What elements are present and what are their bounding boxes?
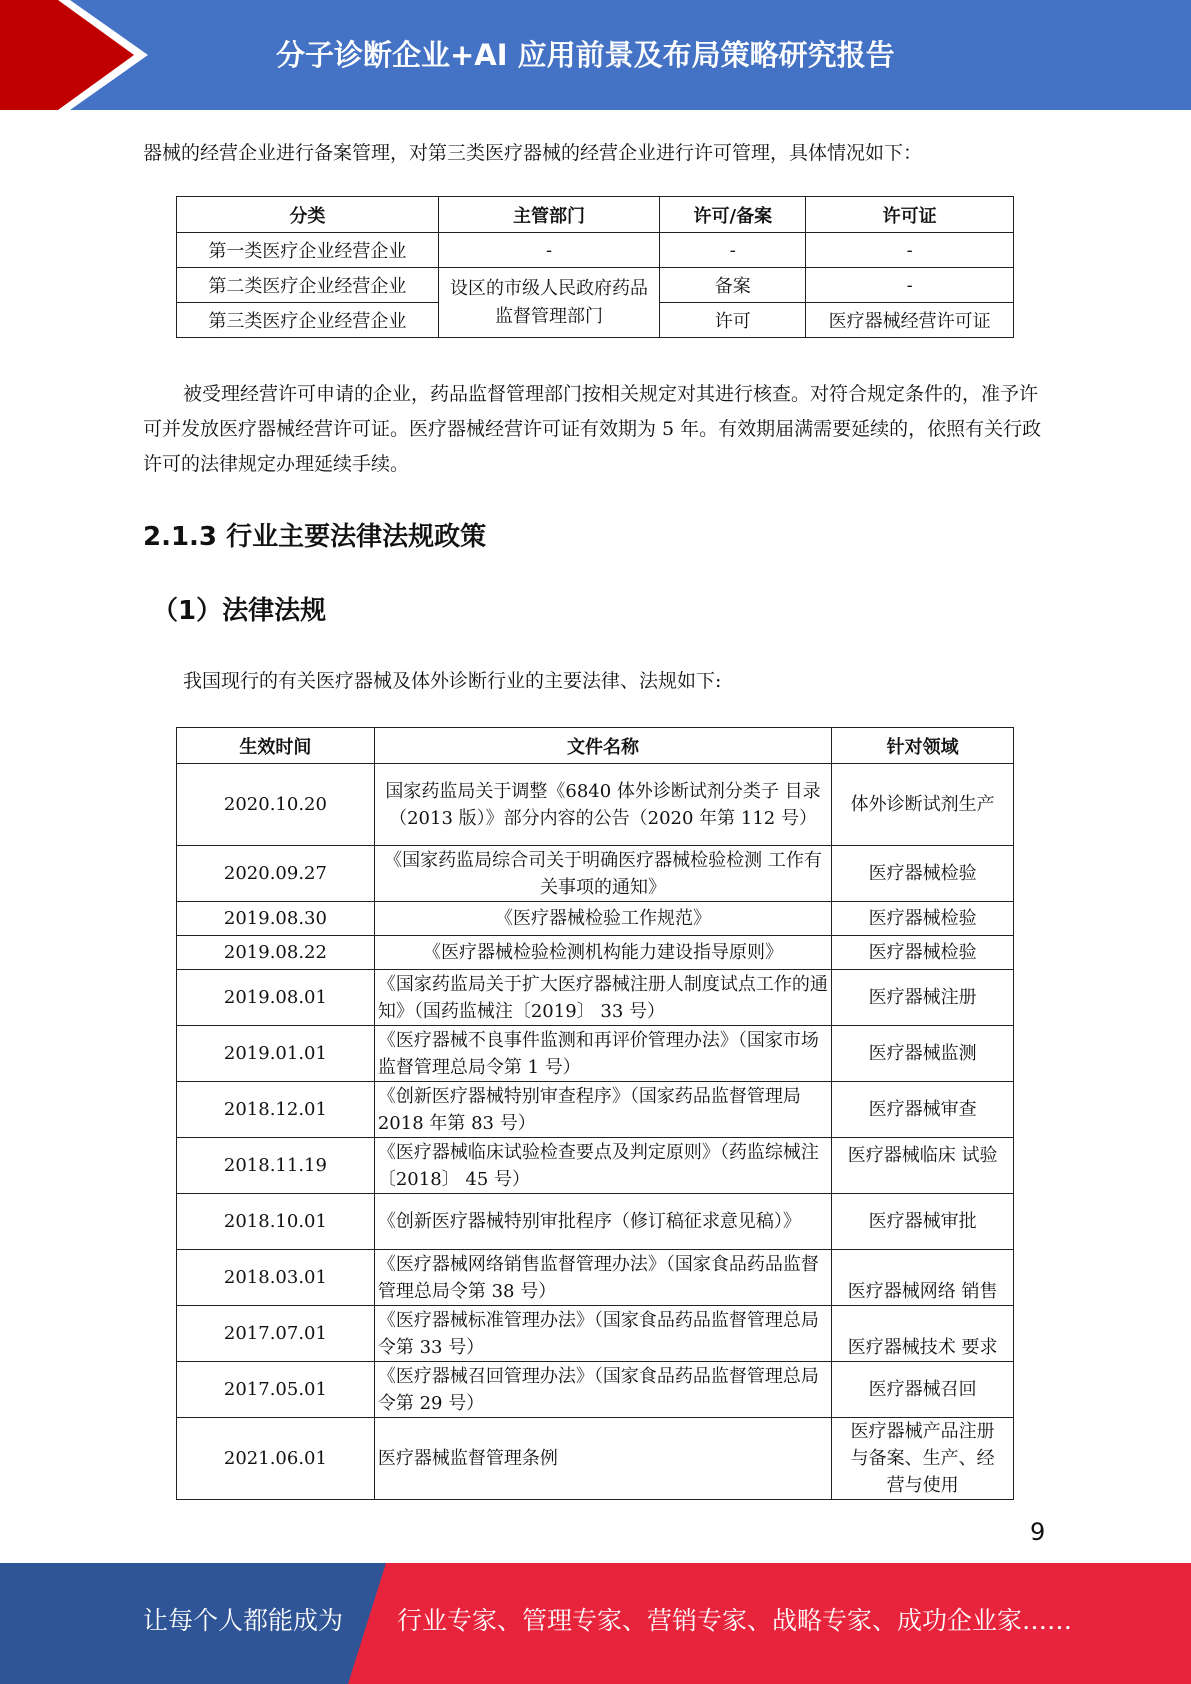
table-cell-date: 2019.08.30 [177,902,375,936]
table-cell: - [660,233,806,268]
table-cell-domain: 医疗器械审批 [832,1194,1014,1250]
table-cell-document: 《创新医疗器械特别审批程序（修订稿征求意见稿）》 [374,1194,831,1250]
table-cell-domain: 医疗器械产品注册与备案、生产、经营与使用 [832,1418,1014,1500]
table-row [177,1082,1014,1138]
table-cell: 第三类医疗企业经营企业 [177,303,439,338]
table-cell-document: 国家药监局关于调整《6840 体外诊断试剂分类子 目录（2013 版）》部分内容的公告（2020 年第 112 号） [374,764,831,846]
table-cell-domain: 医疗器械临床 试验 [832,1138,1014,1194]
table-cell-date: 2017.05.01 [177,1362,375,1418]
table-cell-domain: 医疗器械检验 [832,902,1014,936]
table-row [177,936,1014,970]
table-cell: 第二类医疗企业经营企业 [177,268,439,303]
page-header [0,0,1191,110]
table-row [177,1306,1014,1362]
laws-intro: 我国现行的有关医疗器械及体外诊断行业的主要法律、法规如下: [183,670,722,692]
table-cell: 第一类医疗企业经营企业 [177,233,439,268]
table-header-domain: 针对领域 [832,728,1014,764]
table-cell-date: 2017.07.01 [177,1306,375,1362]
table-cell-date: 2021.06.01 [177,1418,375,1500]
license-paragraph: 被受理经营许可申请的企业，药品监督管理部门按相关规定对其进行核查。对符合规定条件的，准予许可并发放医疗器械经营许可证。医疗器械经营许可证有效期为 5 年。有效期届满需要延续的，依照有关行政许可的法律规定办理延续手续。 [143,383,1042,475]
page-footer [0,1563,1191,1684]
intro-paragraph: 器械的经营企业进行备案管理，对第三类医疗器械的经营企业进行许可管理，具体情况如下： [143,142,923,164]
table-cell-document: 《医疗器械不良事件监测和再评价管理办法》（国家市场监督管理总局令第 1 号） [374,1026,831,1082]
report-title: 分子诊断企业+AI 应用前景及布局策略研究报告 [276,38,895,72]
table-row [177,1250,1014,1306]
table-cell-date: 2018.10.01 [177,1194,375,1250]
footer-slogan-right: 行业专家、管理专家、营销专家、战略专家、成功企业家…… [397,1606,1073,1635]
laws-table [176,727,1014,1500]
header-arrow-decoration [0,0,160,110]
table-cell-domain: 医疗器械网络 销售 [832,1250,1014,1306]
section-heading: 2.1.3 行业主要法律法规政策 [143,522,487,552]
table-cell-date: 2018.12.01 [177,1082,375,1138]
table-row [177,846,1014,902]
table-cell-department: 设区的市级人民政府药品监督管理部门 [438,268,660,338]
table-row [177,233,1014,268]
table-cell-document: 《医疗器械检验工作规范》 [374,902,831,936]
table-row [177,1026,1014,1082]
table-row [177,764,1014,846]
table-header-category: 分类 [177,197,439,233]
table-cell: - [438,233,660,268]
table-cell-date: 2019.08.01 [177,970,375,1026]
table-cell-date: 2019.08.22 [177,936,375,970]
table-row [177,1418,1014,1500]
table-row [177,268,1014,303]
table-cell: 医疗器械经营许可证 [806,303,1014,338]
footer-slogan-left: 让每个人都能成为 [143,1606,344,1635]
table-cell-domain: 医疗器械召回 [832,1362,1014,1418]
table-row [177,1362,1014,1418]
table-cell: 许可 [660,303,806,338]
table-cell-document: 《创新医疗器械特别审查程序》（国家药品监督管理局 2018 年第 83 号） [374,1082,831,1138]
table-cell-document: 《医疗器械临床试验检查要点及判定原则》（药监综械注〔2018〕 45 号） [374,1138,831,1194]
table-cell-document: 《医疗器械网络销售监督管理办法》（国家食品药品监督管理总局令第 38 号） [374,1250,831,1306]
table-header-department: 主管部门 [438,197,660,233]
table-header-certificate: 许可证 [806,197,1014,233]
table-header-license-type: 许可/备案 [660,197,806,233]
table-cell-date: 2020.09.27 [177,846,375,902]
table-cell-document: 《国家药监局关于扩大医疗器械注册人制度试点工作的通知》（国药监械注〔2019〕 33 号） [374,970,831,1026]
table-cell: - [806,233,1014,268]
page-number: 9 [1030,1518,1046,1546]
table-cell-document: 《医疗器械标准管理办法》（国家食品药品监督管理总局令第 33 号） [374,1306,831,1362]
table-cell-document: 《医疗器械检验检测机构能力建设指导原则》 [374,936,831,970]
table-cell: 备案 [660,268,806,303]
table-cell-date: 2018.03.01 [177,1250,375,1306]
table-cell-domain: 体外诊断试剂生产 [832,764,1014,846]
table-cell-domain: 医疗器械检验 [832,936,1014,970]
table-cell-date: 2019.01.01 [177,1026,375,1082]
table-cell-document: 《国家药监局综合司关于明确医疗器械检验检测 工作有关事项的通知》 [374,846,831,902]
table-cell: - [806,268,1014,303]
table-cell-domain: 医疗器械检验 [832,846,1014,902]
table-row [177,1194,1014,1250]
table-cell-domain: 医疗器械监测 [832,1026,1014,1082]
table-cell-date: 2020.10.20 [177,764,375,846]
table-row [177,902,1014,936]
table-cell-domain: 医疗器械注册 [832,970,1014,1026]
table-row [177,970,1014,1026]
table-cell-document: 《医疗器械召回管理办法》（国家食品药品监督管理总局令第 29 号） [374,1362,831,1418]
table-cell-domain: 医疗器械技术 要求 [832,1306,1014,1362]
subsection-heading: （1）法律法规 [152,596,327,626]
table-header-document-name: 文件名称 [374,728,831,764]
table-cell-document: 医疗器械监督管理条例 [374,1418,831,1500]
table-cell-domain: 医疗器械审查 [832,1082,1014,1138]
table-cell-date: 2018.11.19 [177,1138,375,1194]
table-header-effective-date: 生效时间 [177,728,375,764]
license-table [176,196,1014,338]
table-row [177,1138,1014,1194]
